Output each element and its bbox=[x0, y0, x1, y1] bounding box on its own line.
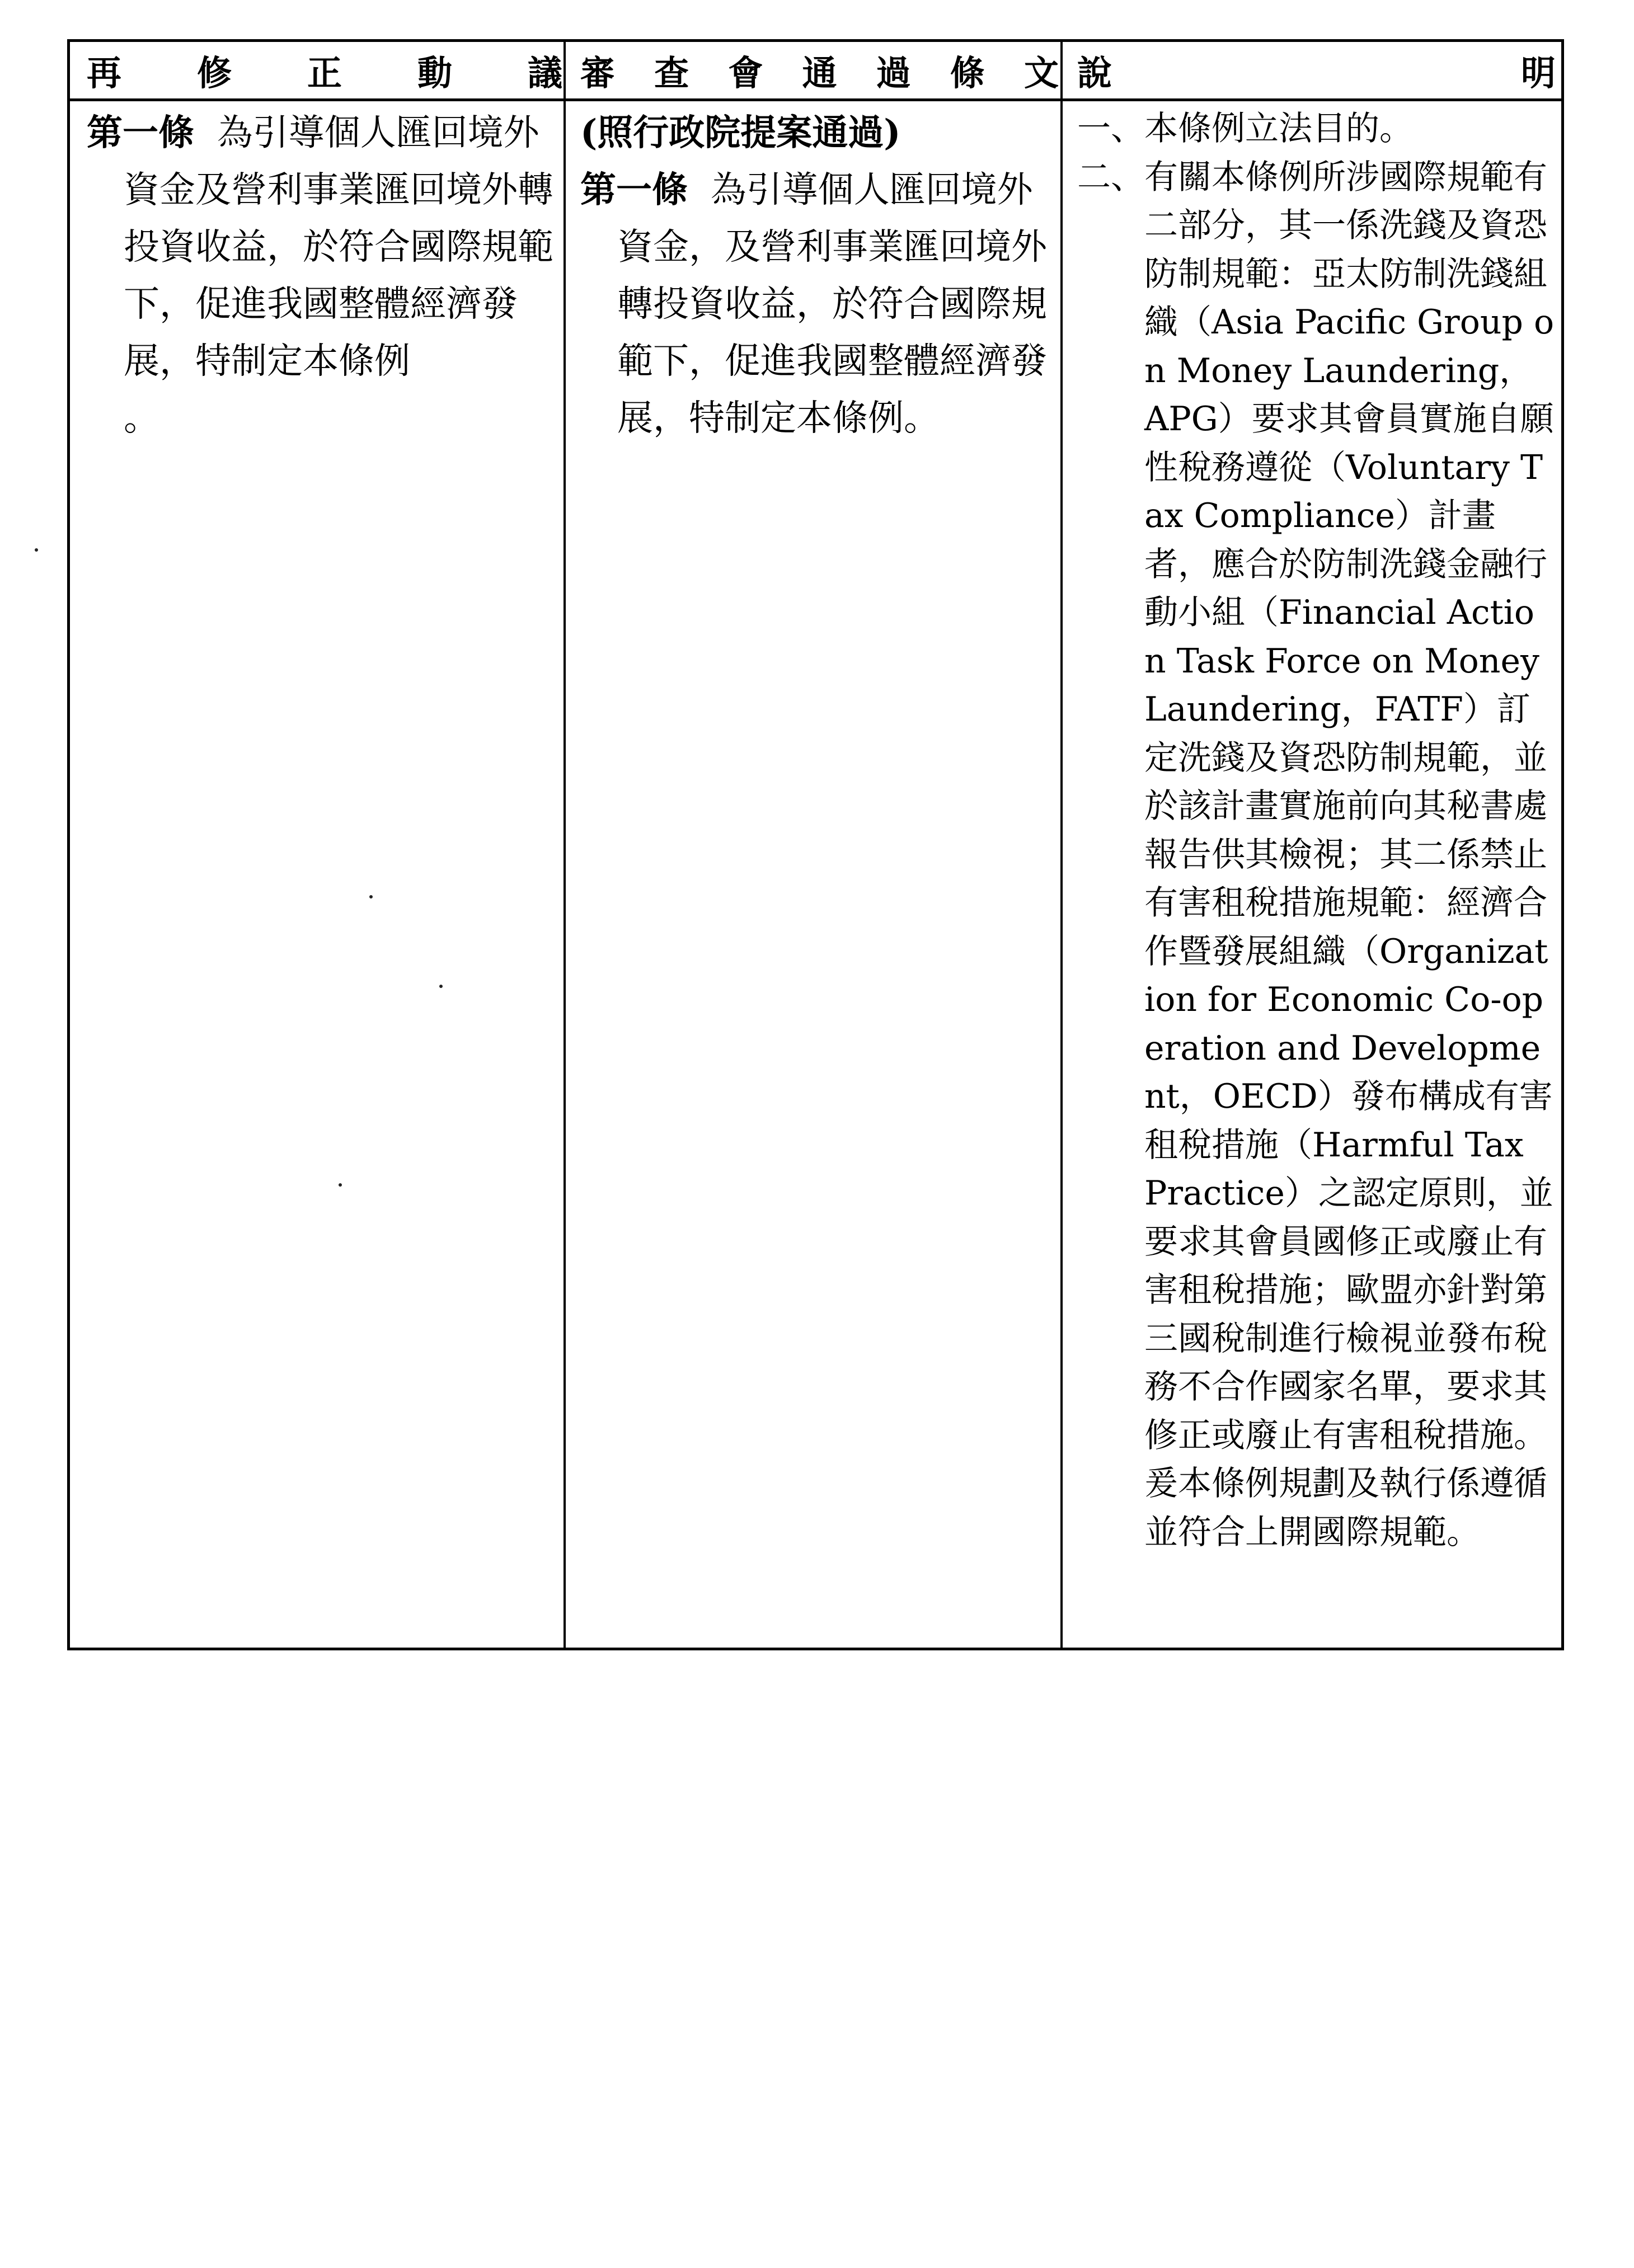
reproposed-amendment-cell bbox=[87, 105, 562, 447]
scan-speck bbox=[369, 895, 373, 898]
header-char: 再 bbox=[87, 52, 122, 93]
column-divider-1 bbox=[564, 42, 566, 1648]
table-header-row bbox=[70, 42, 1561, 101]
article-end-mark: 。 bbox=[124, 398, 159, 439]
committee-passed-text-cell bbox=[580, 105, 1059, 447]
header-committee-passed-text bbox=[580, 42, 1059, 98]
header-reproposed-amendment bbox=[87, 42, 562, 98]
header-char: 審 bbox=[580, 52, 616, 93]
comparison-table bbox=[67, 39, 1564, 1650]
scan-speck bbox=[339, 1183, 342, 1187]
header-char: 通 bbox=[802, 52, 837, 93]
column-divider-2 bbox=[1060, 42, 1063, 1648]
article-body: 為引導個人匯回境外資金，及營利事業匯回境外轉投資收益，於符合國際規範下，促進我國整體經濟發展，特制定本條例。 bbox=[617, 170, 1047, 439]
article-label: 第一條 bbox=[87, 112, 194, 154]
header-char: 過 bbox=[876, 52, 911, 93]
article-text bbox=[87, 105, 562, 390]
article-body: 為引導個人匯回境外資金及營利事業匯回境外轉投資收益，於符合國際規範下，促進我國整體經濟發展，特制定本條例 bbox=[124, 112, 553, 382]
header-char: 正 bbox=[307, 52, 342, 93]
header-char: 動 bbox=[417, 52, 452, 93]
header-char: 查 bbox=[654, 52, 689, 93]
scan-speck bbox=[35, 548, 38, 552]
explanation-item bbox=[1077, 105, 1556, 153]
item-text: 本條例立法目的。 bbox=[1144, 109, 1413, 148]
header-explanation bbox=[1077, 42, 1556, 98]
header-char: 說 bbox=[1077, 52, 1112, 93]
header-char: 會 bbox=[728, 52, 763, 93]
item-number: 一、 bbox=[1077, 109, 1144, 148]
item-number: 二、 bbox=[1077, 157, 1144, 197]
article-text bbox=[580, 162, 1059, 447]
item-text: 有關本條例所涉國際規範有二部分，其一係洗錢及資恐防制規範：亞太防制洗錢組織（Asia Pacific Group on Money Laundering，APG）要求其會員實施自願性稅務遵從（Voluntary Tax Compliance）計畫者，應合於防制洗錢金融行動小組（Financial Action Task Force on Money Laundering，FATF）訂定洗錢及資恐防制規範，並於該計畫實施前向其秘書處報告供其檢視；其二係禁止有害租稅措施規範：經濟合作暨發展組織（Organization for Economic Co-operation and Development，OECD）發布構成有害租稅措施（Harmful Tax Practice）之認定原則，並要求其會員國修正或廢止有害租稅措施；歐盟亦針對第三國稅制進行檢視並發布稅務不合作國家名單，要求其修正或廢止有害租稅措施。爰本條例規劃及執行係遵循並符合上開國際規範。 bbox=[1144, 157, 1555, 1552]
header-char: 條 bbox=[950, 52, 985, 93]
scan-speck bbox=[439, 985, 443, 988]
explanation-item bbox=[1077, 153, 1556, 1557]
explanation-cell bbox=[1077, 105, 1556, 1556]
article-label: 第一條 bbox=[580, 169, 688, 211]
header-char: 修 bbox=[196, 52, 232, 93]
passed-note: (照行政院提案通過) bbox=[580, 112, 901, 154]
header-char: 議 bbox=[527, 52, 562, 93]
header-char: 文 bbox=[1023, 52, 1059, 93]
header-char: 明 bbox=[1520, 52, 1556, 93]
